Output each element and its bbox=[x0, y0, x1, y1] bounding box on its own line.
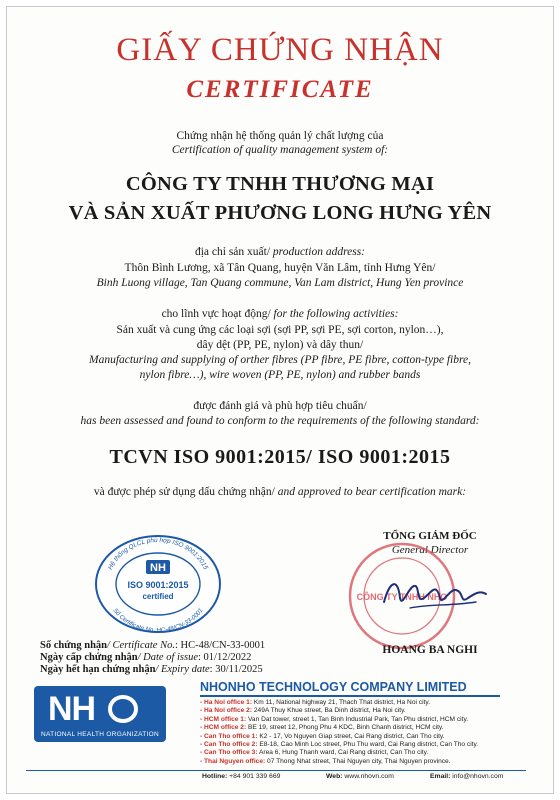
address-label bbox=[20, 246, 540, 258]
contact-bar bbox=[26, 770, 526, 783]
activities-vi-line2: dây dệt (PP, PE, nylon) và dây thun/ bbox=[196, 339, 364, 351]
address-label-vi: địa chỉ sản xuất/ bbox=[194, 246, 271, 258]
certificate-number: : HC-48/CN-33-0001 bbox=[174, 640, 266, 651]
issue-date-label-vi: Ngày cấp chứng nhận bbox=[40, 652, 138, 663]
footer-divider bbox=[200, 695, 500, 697]
issue-date: : 01/12/2022 bbox=[198, 652, 252, 663]
signatory-name: HOANG BA NGHI bbox=[382, 644, 478, 656]
office-item: - Ha Noi office 2: 249A Thuy Khue street, Ba Dinh district, Ha Noi city. bbox=[200, 707, 406, 715]
approval-vi: và được phép sử dụng dấu chứng nhận/ bbox=[93, 486, 275, 498]
seal-logo: NH bbox=[150, 562, 166, 574]
assessment-english: has been assessed and found to conform to the requirements of the following standard: bbox=[80, 415, 480, 427]
activities-label-vi: cho lĩnh vực hoạt động/ bbox=[161, 308, 271, 320]
office-item: - Ha Noi office 1: Km 11, National highway 21, Thach That district, Ha Noi city. bbox=[200, 699, 431, 706]
footer-company-name: NHONHO TECHNOLOGY COMPANY LIMITED bbox=[200, 680, 467, 694]
office-item: - HCM office 2: BE 19, street 12, Phong Phu 4 KDC, Binh Chanh district, HCM city. bbox=[200, 724, 444, 732]
activities-en-line1: Manufacturing and supplying of orther fibres (PP fibre, PE fibre, cotton-type fibre, bbox=[88, 354, 471, 366]
expiry-date-row bbox=[40, 664, 263, 675]
company-logo bbox=[34, 686, 166, 742]
activities-label-en: for the following activities: bbox=[270, 308, 399, 320]
company-name-line2: VÀ SẢN XUẤT PHƯƠNG LONG HƯNG YÊN bbox=[68, 202, 492, 224]
seal-standard: ISO 9001:2015 bbox=[127, 580, 189, 590]
stamp-text: CÔNG TY TNHH NHO bbox=[356, 592, 448, 602]
certificate-number-row bbox=[40, 640, 265, 651]
office-item: - Can Tho office 3: Area 6, Hung Thanh ward, Cai Rang district, Can Tho city. bbox=[200, 749, 429, 757]
email: Email: info@nhovn.com bbox=[430, 773, 504, 780]
office-item: - HCM office 1: Van Dat tower, street 1, Tan Binh Industrial Park, Tan Phu district, HCM city. bbox=[200, 715, 469, 723]
seal-certified: certified bbox=[142, 592, 174, 601]
address-label-en: production address: bbox=[270, 246, 366, 258]
certificate-number-label-en: / Certificate No. bbox=[107, 640, 175, 651]
website: Web: www.nhovn.com bbox=[326, 773, 394, 780]
office-list bbox=[200, 699, 478, 766]
issue-date-label-en: / Date of issue bbox=[137, 652, 198, 663]
office-item: - Thai Nguyen office: 07 Thong Nhat street, Thai Nguyen city, Thai Nguyen province. bbox=[200, 757, 451, 765]
address-english: Binh Luong village, Tan Quang commune, Van Lam district, Hung Yen province bbox=[96, 277, 464, 289]
activities-en-line2: nylon fibre…), wire woven (PP, PE, nylon) and rubber bands bbox=[139, 369, 421, 381]
iso-certification-seal bbox=[92, 530, 224, 634]
logo-ring-icon bbox=[106, 694, 140, 724]
office-item: - Can Tho office 1: K2 - 17, Vo Nguyen Giap street, Cai Rang district, Can Tho city. bbox=[200, 732, 445, 740]
address-vietnamese: Thôn Bình Lương, xã Tân Quang, huyện Văn Lâm, tỉnh Hưng Yên/ bbox=[124, 262, 436, 274]
seal-bottom-text: Số Certificate No.:HC-48/CN-33-0001 bbox=[111, 607, 205, 634]
seal-top-text: Hệ thống QLCL phù hợp ISO 9001:2015 bbox=[106, 536, 210, 571]
logo-letters: NH bbox=[48, 690, 96, 728]
expiry-date: : 30/11/2025 bbox=[209, 664, 263, 675]
issue-date-row bbox=[40, 652, 251, 663]
office-item: - Can Tho office 2: E8-18, Cao Minh Loc street, Phu Thu ward, Cai Rang district, Can Tho city. bbox=[200, 741, 479, 749]
title-english: CERTIFICATE bbox=[186, 76, 374, 103]
activities-vi-line1: Sản xuất và cung ứng các loại sợi (sợi PP, sợi PE, sợi corton, nylon…), bbox=[116, 324, 444, 336]
signatory-title-en: General Director bbox=[391, 544, 469, 556]
certificate-number-label-vi: Số chứng nhận bbox=[40, 640, 107, 651]
expiry-date-label-en: / Expiry date bbox=[155, 664, 210, 675]
signatory-title-vi: TỔNG GIÁM ĐỐC bbox=[383, 530, 477, 542]
intro-vietnamese: Chứng nhận hệ thống quản lý chất lượng của bbox=[176, 130, 384, 142]
handwritten-signature bbox=[380, 568, 490, 618]
title-vietnamese: GIẤY CHỨNG NHẬN bbox=[116, 32, 444, 68]
approval-text bbox=[20, 486, 540, 498]
logo-caption: NATIONAL HEALTH ORGANIZATION bbox=[41, 731, 159, 738]
hotline: Hotline: +84 901 339 669 bbox=[202, 773, 281, 780]
expiry-date-label-vi: Ngày hết hạn chứng nhận bbox=[40, 664, 156, 675]
approval-en: and approved to bear certification mark: bbox=[274, 486, 467, 498]
certified-standard: TCVN ISO 9001:2015/ ISO 9001:2015 bbox=[109, 446, 451, 468]
activities-label bbox=[20, 308, 540, 320]
assessment-vietnamese: được đánh giá và phù hợp tiêu chuẩn/ bbox=[193, 400, 367, 412]
company-name-line1: CÔNG TY TNHH THƯƠNG MẠI bbox=[125, 173, 435, 195]
intro-english: Certification of quality management system of: bbox=[171, 144, 389, 156]
